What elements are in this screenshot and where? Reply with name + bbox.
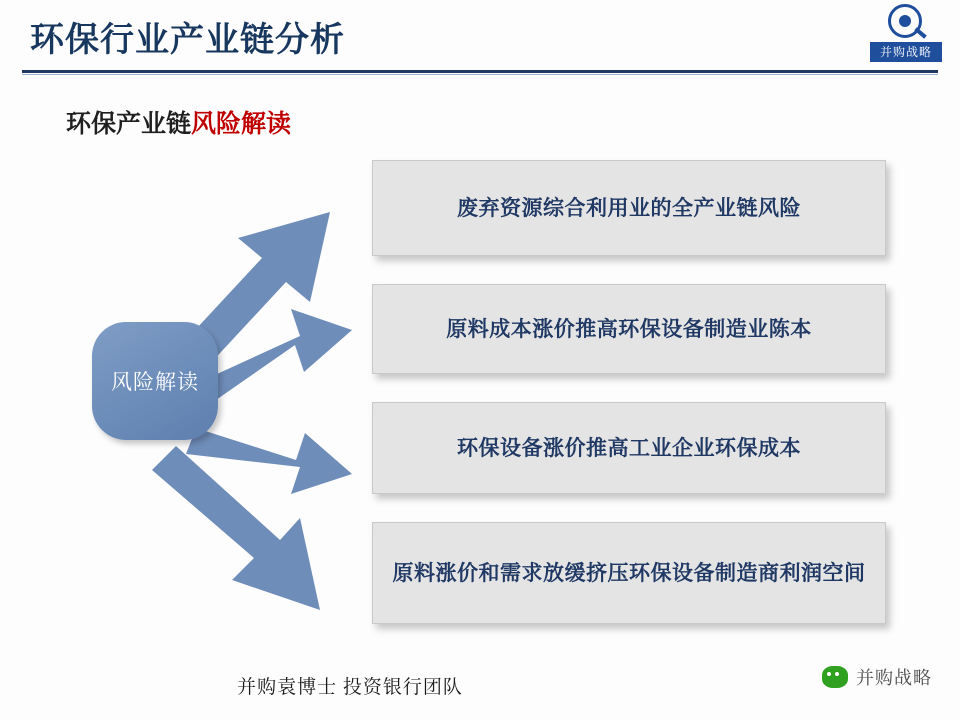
header-divider-thin (22, 74, 938, 75)
logo-label: 并购战略 (870, 42, 942, 62)
hub-label: 风险解读 (111, 370, 199, 394)
subtitle-prefix: 环保产业链 (66, 111, 192, 138)
risk-card (372, 160, 886, 256)
risk-card (372, 402, 886, 494)
risk-card-label: 环保设备涨价推高工业企业环保成本 (457, 435, 801, 460)
slide-header (0, 0, 960, 74)
risk-diagram (0, 140, 960, 660)
wechat-account-name: 并购战略 (856, 668, 932, 688)
arrow-to-card-4 (152, 446, 320, 610)
subtitle-highlight: 风险解读 (191, 111, 292, 138)
footer-credit: 并购袁博士 投资银行团队 (237, 677, 463, 698)
risk-card-label: 废弃资源综合利用业的全产业链风险 (457, 195, 801, 220)
wechat-icon (822, 666, 848, 688)
risk-card-label: 原料成本涨价推高环保设备制造业陈本 (446, 316, 812, 341)
risk-card-label: 原料涨价和需求放缓挤压环保设备制造商利润空间 (392, 560, 866, 585)
brand-logo (870, 4, 942, 68)
section-subtitle (66, 104, 291, 140)
header-divider (22, 70, 938, 73)
risk-card (372, 522, 886, 624)
risk-card (372, 284, 886, 374)
page-title: 环保行业产业链分析 (30, 22, 345, 59)
wechat-watermark (822, 664, 932, 690)
diagram-hub (92, 322, 218, 440)
